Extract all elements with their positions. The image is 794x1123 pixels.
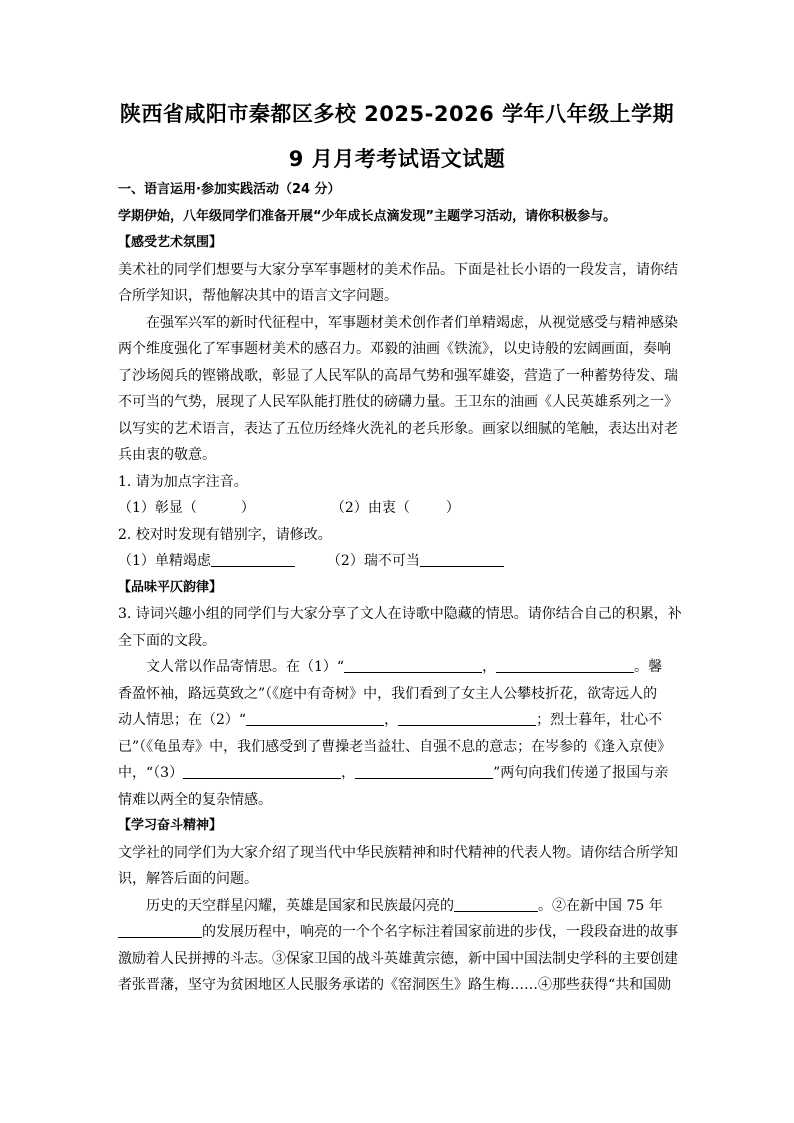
art-paragraph: 合所学知识，帮他解决其中的语言文字问题。 <box>118 288 398 304</box>
poem-paragraph: 香盈怀袖，路远莫致之”（《庭中有奇树》中，我们看到了女主人公攀枝折花，欲寄远人的 <box>118 685 658 702</box>
poem-blank-3b[interactable] <box>355 763 493 779</box>
section-heading: 一、语言运用·参加实践活动（24 分） <box>118 182 341 197</box>
question-1-items <box>118 495 688 522</box>
study-paragraph: 激励着人民拼搏的斗志。③保家卫国的战斗英雄黄宗德，新中国中国法制史学科的主要创建 <box>118 950 678 967</box>
study-paragraph <box>118 919 688 946</box>
q1-item-2-end: ） <box>445 500 460 516</box>
poem-paragraph <box>118 707 688 734</box>
q2-item-2: （2）瑞不可当 <box>326 553 420 569</box>
speech-paragraph: 以写实的艺术语言，表达了五位历经烽火洗礼的老兵形象。画家以细腻的笔触，表达出对老 <box>118 420 678 437</box>
subheading-poem: 【品味平仄韵律】 <box>118 579 223 595</box>
study-paragraph <box>118 893 688 920</box>
q2-answer-blank-1[interactable] <box>211 551 295 567</box>
speech-paragraph: 两个维度强化了军事题材美术的感召力。邓毅的油画《铁流》，以史诗般的宏阔画面，奏响 <box>118 341 671 357</box>
study-intro: 识，解答后面的问题。 <box>118 871 258 887</box>
document-title-line-1: 陕西省咸阳市秦都区多校 2025-2026 学年八年级上学期 <box>119 102 675 126</box>
poem-blank-2a[interactable] <box>246 710 384 726</box>
poem-text: 文人常以作品寄情思。在（1）“ <box>146 659 345 675</box>
document-title-line-2: 9 月月考考试语文试题 <box>288 147 506 171</box>
poem-text: ”两句向我们传递了报国与亲 <box>493 765 669 781</box>
question-1: 1. 请为加点字注音。 <box>118 473 248 490</box>
subheading-study: 【学习奋斗精神】 <box>118 818 223 833</box>
poem-comma: ， <box>482 659 497 675</box>
subheading-art: 【感受艺术氛围】 <box>118 235 223 250</box>
question-3: 全下面的文段。 <box>118 632 216 649</box>
poem-paragraph: 已”（《龟虽寿》中，我们感受到了曹操老当益壮、自强不息的意志；在岑参的《逢入京使》 <box>118 738 672 755</box>
study-text: 。②在新中国 75 年 <box>538 897 663 914</box>
study-text: 的发展历程中，响亮的一个个名字标注着国家前进的步伐，一段段奋进的故事 <box>202 924 678 940</box>
poem-text: 动人情思；在（2）“ <box>118 712 247 728</box>
study-blank-2[interactable] <box>118 922 202 938</box>
question-2: 2. 校对时发现有错别字，请修改。 <box>118 526 332 543</box>
poem-blank-2b[interactable] <box>398 710 536 726</box>
question-2-items <box>118 548 688 575</box>
study-text: 历史的天空群星闪耀，英雄是国家和民族最闪亮的 <box>146 897 454 914</box>
document-body <box>118 177 688 999</box>
poem-paragraph: 情难以两全的复杂情感。 <box>118 791 272 808</box>
activity-intro: 学期伊始，八年级同学们准备开展“少年成长点滴发现”主题学习活动，请你积极参与。 <box>118 208 617 224</box>
question-3: 3. 诗词兴趣小组的同学们与大家分享了文人在诗歌中隐藏的情思。请你结合自己的积累，补 <box>118 606 682 622</box>
speech-paragraph: 不可当的气势，展现了人民军队能打胜仗的磅礴力量。王卫东的油画《人民英雄系列之一》 <box>118 394 678 410</box>
poem-paragraph <box>118 654 688 681</box>
speech-paragraph: 了沙场阅兵的铿锵战歌，彰显了人民军队的高昂气势和强军雄姿，营造了一种蓄势待发、瑞 <box>118 367 678 384</box>
art-paragraph: 美术社的同学们想要与大家分享军事题材的美术作品。下面是社长小语的一段发言，请你结 <box>118 261 678 278</box>
poem-text: 。馨 <box>634 659 663 675</box>
poem-comma: ， <box>384 712 399 728</box>
poem-blank-1b[interactable] <box>496 657 634 673</box>
poem-comma: ， <box>341 765 356 781</box>
poem-paragraph <box>118 760 688 787</box>
q1-item-1-end: ） <box>240 500 255 516</box>
q1-item-2: （2）由衷（ <box>330 500 410 516</box>
study-blank-1[interactable] <box>454 896 538 912</box>
poem-blank-1a[interactable] <box>344 657 482 673</box>
study-intro: 文学社的同学们为大家介绍了现当代中华民族精神和时代精神的代表人物。请你结合所学知 <box>118 844 678 861</box>
q2-item-1: （1）单精竭虑 <box>118 553 211 569</box>
speech-paragraph: 在强军兴军的新时代征程中，军事题材美术创作者们单精竭虑，从视觉感受与精神感染 <box>146 314 678 331</box>
speech-paragraph: 兵由衷的敬意。 <box>118 447 216 463</box>
poem-text: 中，“（3） <box>118 765 184 781</box>
q2-answer-blank-2[interactable] <box>420 551 504 567</box>
poem-blank-3a[interactable] <box>183 763 341 779</box>
poem-text: ；烈士暮年，壮心不 <box>536 712 663 728</box>
q1-item-1: （1）彰显（ <box>118 500 197 516</box>
study-paragraph: 者张晋藩，坚守为贫困地区人民服务承诺的《窑洞医生》路生梅……④那些获得“共和国勋 <box>118 977 672 993</box>
